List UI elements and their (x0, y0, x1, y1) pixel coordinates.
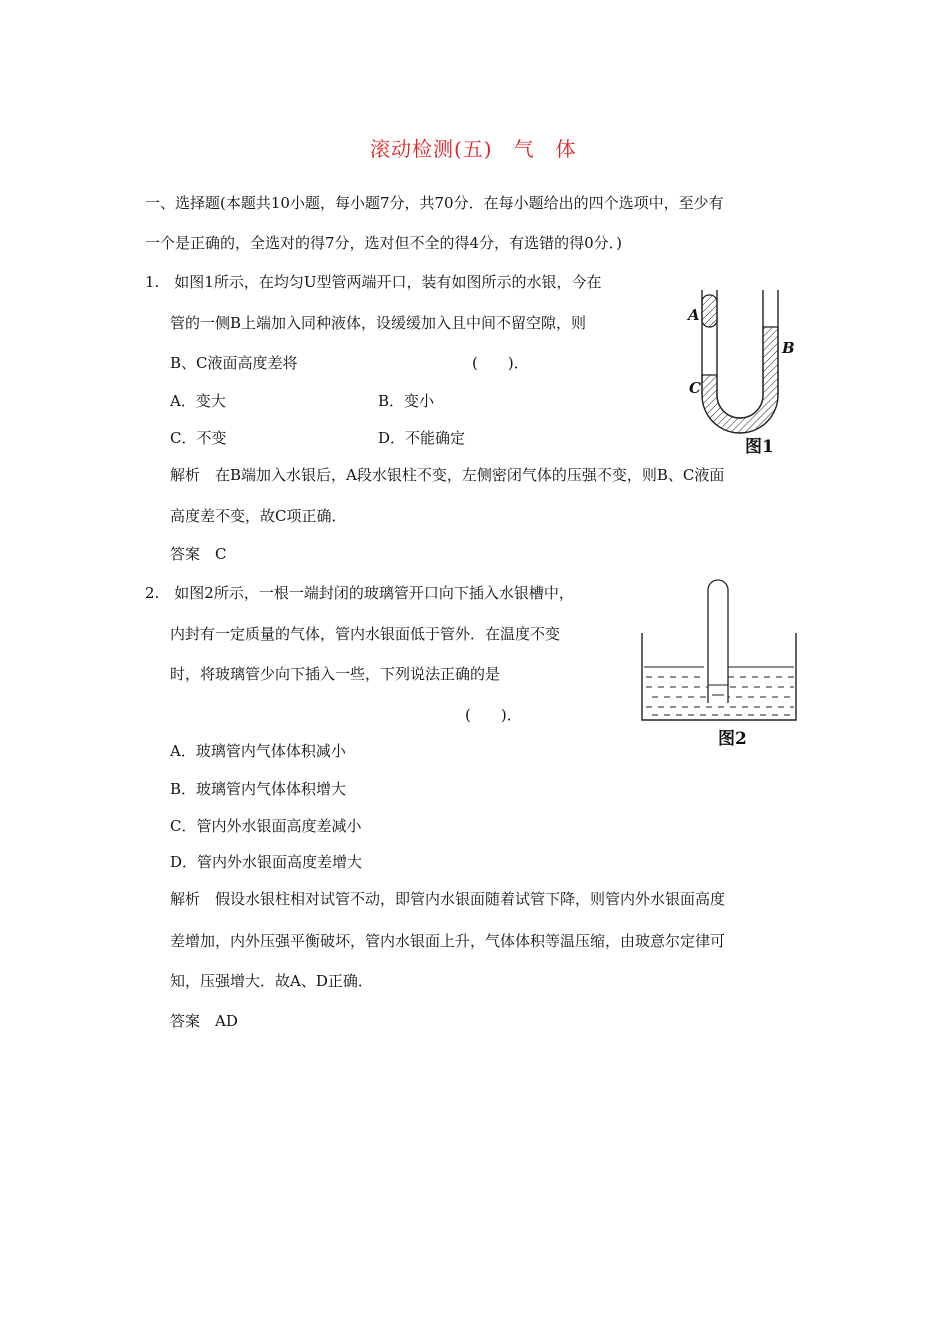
figure-1-label-b: B (782, 339, 795, 357)
figure-1-label-c: C (689, 379, 701, 397)
q2-stem-line2: 内封有一定质量的气体，管内水银面低于管外．在温度不变 (170, 625, 561, 643)
mercury-column-bc (702, 327, 778, 433)
section-instructions-line1: 一、选择题(本题共10小题，每小题7分，共70分．在每小题给出的四个选项中，至少有 (145, 194, 724, 212)
q1-answer-blank: ( )． (472, 354, 529, 372)
q1-option-d: D．不能确定 (378, 429, 466, 447)
figure-1-label-a: A (688, 306, 700, 324)
q2-option-c: C．管内外水银面高度差减小 (170, 817, 362, 835)
figure-1-caption: 图1 (745, 437, 774, 457)
q1-answer: 答案 C (170, 545, 227, 563)
q1-option-b: B．变小 (378, 392, 435, 410)
q2-analysis-line3: 知，压强增大．故A、D正确． (170, 972, 373, 990)
q2-analysis-line1: 解析 假设水银柱相对试管不动，即管内水银面随着试管下降，则管内外水银面高度 (170, 890, 726, 908)
q2-stem-line1: 2. 如图2所示，一根一端封闭的玻璃管开口向下插入水银槽中， (145, 584, 574, 602)
page-title: 滚动检测(五) 气 体 (370, 137, 577, 161)
mercury-plug-a (702, 295, 717, 327)
q1-option-c: C．不变 (170, 429, 227, 447)
figure-2-caption: 图2 (718, 729, 747, 749)
q1-stem-line2: 管的一侧B上端加入同种液体，设缓缓加入且中间不留空隙，则 (170, 314, 587, 332)
q2-option-b: B．玻璃管内气体体积增大 (170, 780, 347, 798)
q2-stem-line3: 时，将玻璃管少向下插入一些，下列说法正确的是 (170, 665, 501, 683)
q2-answer-blank: ( )． (465, 706, 522, 724)
q1-analysis-line1: 解析 在B端加入水银后，A段水银柱不变，左侧密闭气体的压强不变，则B、C液面 (170, 466, 725, 484)
q2-option-a: A．玻璃管内气体体积减小 (170, 742, 346, 760)
q2-answer: 答案 AD (170, 1012, 238, 1030)
q1-option-a: A．变大 (170, 392, 226, 410)
q1-analysis-line2: 高度差不变，故C项正确． (170, 507, 347, 525)
q2-analysis-line2: 差增加，内外压强平衡破坏，管内水银面上升，气体体积等温压缩，由玻意尔定律可 (170, 932, 726, 950)
q1-stem-line1: 1. 如图1所示，在均匀U型管两端开口，装有如图所示的水银，今在 (145, 273, 602, 291)
figure-2-trough (640, 575, 800, 725)
q1-stem-line3: B、C液面高度差将 (170, 354, 298, 372)
section-instructions-line2: 一个是正确的，全选对的得7分，选对但不全的得4分，有选错的得0分．) (145, 234, 622, 252)
q2-option-d: D．管内外水银面高度差增大 (170, 853, 363, 871)
